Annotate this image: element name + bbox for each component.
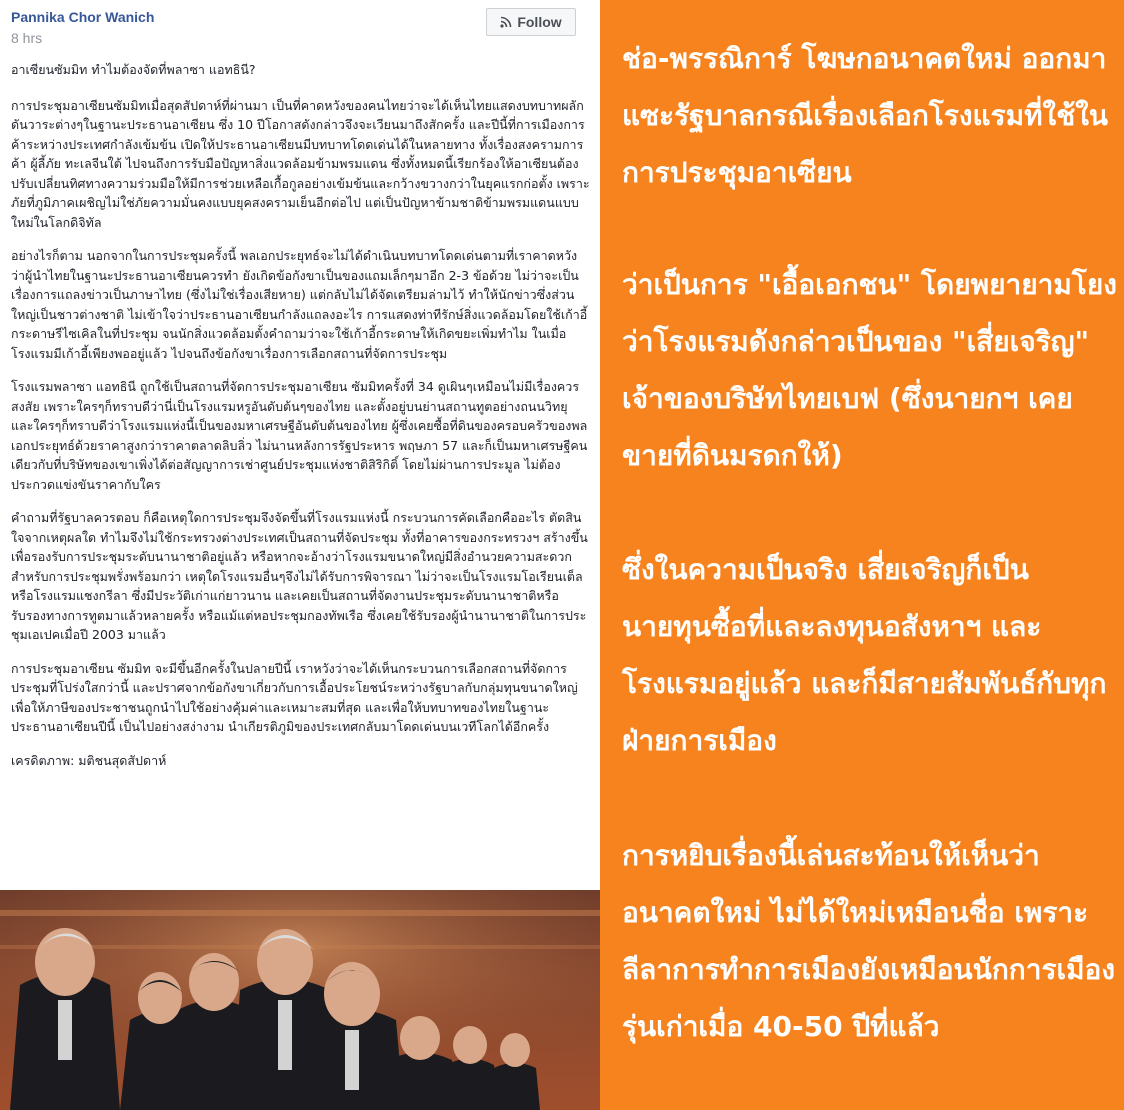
rss-icon: [500, 16, 512, 28]
follow-label: Follow: [517, 14, 562, 30]
post-paragraph: การประชุมอาเซียนซัมมิทเมื่อสุดสัปดาห์ที่ผ่านมา เป็นที่คาดหวังของคนไทยว่าจะได้เห็นไทยแสดงบทบาทผลักดันวาระต่างๆในฐานะประธานอาเซียน ซึ่ง 10 ปีโอกาสดังกล่าวจึงจะเวียนมาถึงสักครั้ง และปีนี้ที่การเมืองการค้าระหว่างประเทศกำลังเข้มข้น เปิดให้ประธานอาเซียนมีบทบาทโดดเด่นได้ในหลายทาง ทั้งเรื่องสงครามการค้า ผู้ลี้ภัย ทะเลจีนใต้ ไปจนถึงการรับมือปัญหาสิ่งแวดล้อมข้ามพรมแดน ซึ่งทั้งหมดนี้เรียกร้องให้อาเซียนต้องปรับเปลี่ยนทิศทางความร่วมมือให้มีการช่วยเหลือเกื้อกูลอย่างเข้มข้นและกว้างขวางกว่าในยุคแรกก่อตั้ง เพราะภัยที่ภูมิภาคเผชิญไม่ใช่ภัยความมั่นคงแบบยุคสงครามเย็นอีกต่อไป แต่เป็นปัญหาข้ามชาติข้ามพรมแดนแบบใหม่ในโลกดิจิทัล: [11, 97, 590, 230]
commentary-paragraph: การหยิบเรื่องนี้เล่นสะท้อนให้เห็นว่า อนาคตใหม่ ไม่ได้ใหม่เหมือนชื่อ เพราะลีลาการทำการเมืองยังเหมือนนักการเมืองรุ่นเก่าเมื่อ 40-50 ปีที่แล้ว: [622, 839, 1116, 1043]
leaders-group-photo[interactable]: [0, 890, 600, 1110]
post-question: อาเซียนซัมมิท ทำไมต้องจัดที่พลาซา แอทธินี?: [11, 62, 256, 77]
commentary-paragraph: ซึ่งในความเป็นจริง เสี่ยเจริญก็เป็นนายทุนซื้อที่และลงทุนอสังหาฯ และโรงแรมอยู่แล้ว และก็มีสายสัมพันธ์กับทุกฝ่ายการเมือง: [622, 553, 1107, 757]
follow-button[interactable]: [486, 8, 576, 36]
post-body: [11, 60, 591, 784]
author-name-link[interactable]: Pannika Chor Wanich: [11, 9, 155, 25]
post-timestamp[interactable]: 8 hrs: [11, 30, 43, 46]
commentary-panel: [600, 0, 1124, 1110]
post-paragraph: โรงแรมพลาซา แอทธินี ถูกใช้เป็นสถานที่จัดการประชุมอาเซียน ซัมมิทครั้งที่ 34 ดูเผินๆเหมือนไม่มีเรื่องควรสงสัย เพราะใครๆก็ทราบดีว่านี่เป็นโรงแรมหรูอันดับต้นๆของไทย และตั้งอยู่บนย่านสถานทูตอย่างถนนวิทยุ และใครๆก็ทราบดีว่าโรงแรมแห่งนี้เป็นของมหาเศรษฐีอันดับต้นของไทย ผู้ซึ่งเคยซื้อที่ดินของครอบครัวของพลเอกประยุทธ์ด้วยราคาสูงกว่าราคาตลาดลิบลิ่ว ไม่นานหลังการรัฐประหาร พฤษภา 57 และก็เป็นมหาเศรษฐีคนเดียวกับที่บริษัทของเขาเพิ่งได้ต่อสัญญาการเช่าศูนย์ประชุมแห่งชาติสิริกิติ์ โดยไม่ผ่านการประมูล ไม่ต้องประกวดแข่งขันราคากับใคร: [11, 379, 588, 492]
post-paragraph: คำถามที่รัฐบาลควรตอบ ก็คือเหตุใดการประชุมจึงจัดขึ้นที่โรงแรมแห่งนี้ กระบวนการคัดเลือกคืออะไร ตัดสินใจจากเหตุผลใด ทำไมจึงไม่ใช้กระทรวงต่างประเทศเป็นสถานที่จัดประชุม ทั้งที่อาคารของกระทรวงฯ สร้างขึ้นเพื่อรองรับการประชุมระดับนานาชาติอยู่แล้ว หรือหากจะอ้างว่าโรงแรมขนาดใหญ่มีสิ่งอำนวยความสะดวกสำหรับการประชุมพรั่งพร้อมกว่า เหตุใดโรงแรมอื่นๆจึงไม่ได้รับการพิจารณา ไม่ว่าจะเป็นโรงแรมโอเรียนเต็ล หรือโรงแรมแชงกรีลา ซึ่งมีประวัติเก่าแก่ยาวนาน และเคยเป็นสถานที่จัดงานประชุมระดับนานาชาติหรือรับรองทางการทูตมาแล้วหลายครั้ง หรือแม้แต่หอประชุมกองทัพเรือ ซึ่งเคยใช้รับรองผู้นำนานาชาติในการประชุมเอเปคเมื่อปี 2003 มาแล้ว: [11, 510, 588, 642]
post-paragraph: อย่างไรก็ตาม นอกจากในการประชุมครั้งนี้ พลเอกประยุทธ์จะไม่ได้ดำเนินบทบาทโดดเด่นตามที่เราคาดหวังว่าผู้นำไทยในฐานะประธานอาเซียนควรทำ ยังเกิดข้อกังขาเป็นของแถมเล็กๆมาอีก 2-3 ข้อด้วย ไม่ว่าจะเป็นเรื่องการแถลงข่าวเป็นภาษาไทย (ซึ่งไม่ใช่เรื่องเสียหาย) แต่กลับไม่ได้จัดเตรียมล่ามไว้ ทำให้นักข่าวซึ่งส่วนใหญ่เป็นชาวต่างชาติ ไม่เข้าใจว่าประธานอาเซียนกำลังแถลงอะไร การแสดงท่าทีรักษ์สิ่งแวดล้อมโดยใช้เก้าอี้กระดาษรีไซเคิลในที่ประชุม จนนักสิ่งแวดล้อมตั้งคำถามว่าจะใช้เก้าอี้กระดาษให้เกิดขยะเพิ่มทำไม ในเมื่อโรงแรมมีเก้าอี้เพียงพออยู่แล้ว ไปจนถึงข้อกังขาเรื่องการเลือกสถานที่จัดการประชุม: [11, 248, 588, 361]
post-header: [11, 8, 600, 48]
post-paragraph: การประชุมอาเซียน ซัมมิท จะมีขึ้นอีกครั้งในปลายปีนี้ เราหวังว่าจะได้เห็นกระบวนการเลือกสถานที่จัดการประชุมที่โปร่งใสกว่านี้ และปราศจากข้อกังขาเกี่ยวกับการเอื้อประโยชน์ระหว่างรัฐบาลกับกลุ่มทุนขนาดใหญ่ เพื่อให้ภาษีของประชาชนถูกนำไปใช้อย่างคุ้มค่าและเหมาะสมที่สุด และเพื่อให้บทบาทของไทยในฐานะประธานอาเซียนปีนี้ เป็นไปอย่างสง่างาม นำเกียรติภูมิของประเทศกลับมาโดดเด่นบนเวทีโลกได้อีกครั้ง: [11, 660, 578, 734]
leaders-photo-illustration: [0, 890, 600, 1110]
commentary-paragraph: ว่าเป็นการ "เอื้อเอกชน" โดยพยายามโยงว่าโรงแรมดังกล่าวเป็นของ "เสี่ยเจริญ" เจ้าของบริษัทไทยเบฟ (ซึ่งนายกฯ เคยขายที่ดินมรดกให้): [622, 268, 1117, 472]
commentary-paragraph: ช่อ-พรรณิการ์ โฆษกอนาคตใหม่ ออกมาแซะรัฐบาลกรณีเรื่องเลือกโรงแรมที่ใช้ในการประชุมอาเซียน: [622, 42, 1109, 189]
photo-credit: เครดิตภาพ: มติชนสุดสัปดาห์: [11, 752, 167, 768]
